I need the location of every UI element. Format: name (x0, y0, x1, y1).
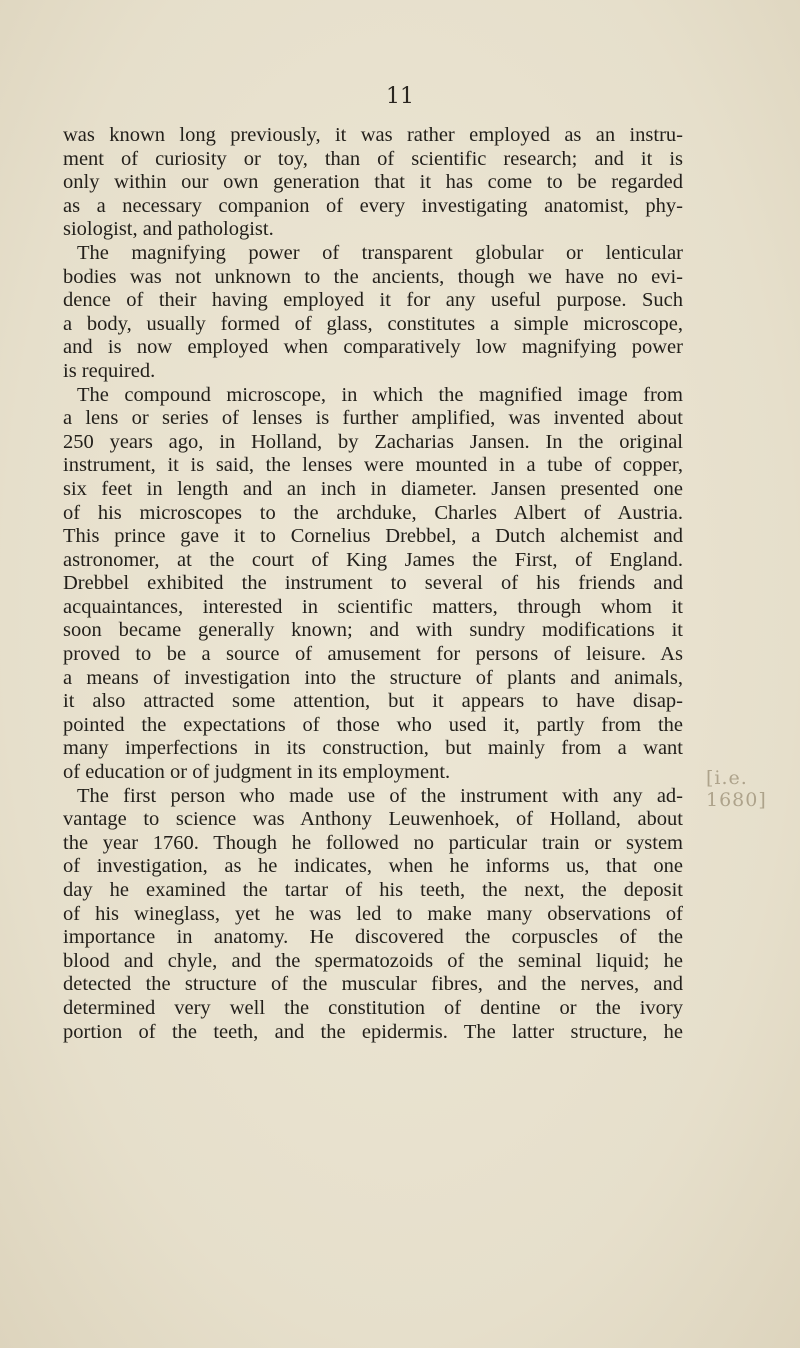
text-line: the year 1760. Though he followed no particular train or system (63, 831, 683, 854)
text-line: was known long previously, it was rather employed as an instru- (63, 124, 683, 146)
text-line: of his wineglass, yet he was led to make many observations of (63, 902, 683, 925)
text-line: of education or of judgment in its employment. (63, 761, 451, 784)
text-line: of investigation, as he indicates, when he informs us, that one (63, 855, 683, 878)
text-line: pointed the expectations of those who used it, partly from the (63, 713, 683, 736)
text-line: siologist, and pathologist. (63, 218, 274, 241)
handwritten-margin-note: [i.e. 1680] (706, 767, 767, 811)
text-line: it also attracted some attention, but it appears to have disap- (63, 690, 683, 713)
text-line: astronomer, at the court of King James the First, of England. (63, 548, 683, 571)
text-line: proved to be a source of amusement for persons of leisure. As (63, 643, 683, 666)
text-line: of his microscopes to the archduke, Charles Albert of Austria. (63, 501, 683, 524)
page-number: 11 (386, 84, 414, 109)
text-line: detected the structure of the muscular fibres, and the nerves, and (63, 973, 683, 996)
text-line: dence of their having employed it for any useful purpose. Such (63, 289, 683, 312)
paragraph-first-line: The magnifying power of transparent globular or lenticular (77, 241, 683, 264)
text-line: This prince gave it to Cornelius Drebbel, a Dutch alchemist and (63, 525, 683, 548)
text-line: is required. (63, 359, 156, 382)
text-line: instrument, it is said, the lenses were mounted in a tube of copper, (63, 454, 683, 477)
text-line: importance in anatomy. He discovered the corpuscles of the (63, 926, 683, 949)
text-line: many imperfections in its construction, but mainly from a want (63, 737, 683, 760)
text-line: only within our own generation that it has come to be regarded (63, 171, 683, 194)
text-line: Drebbel exhibited the instrument to several of his friends and (63, 572, 683, 595)
text-line: blood and chyle, and the spermatozoids of the seminal liquid; he (63, 949, 683, 972)
text-line: ment of curiosity or toy, than of scientific research; and it is (63, 147, 683, 170)
text-line: a means of investigation into the structure of plants and animals, (63, 666, 683, 689)
text-line: bodies was not unknown to the ancients, though we have no evi- (63, 265, 683, 288)
paragraph-first-line: The first person who made use of the instrument with any ad- (77, 784, 683, 807)
text-line: and is now employed when comparatively low magnifying power (63, 336, 683, 359)
text-line: determined very well the constitution of dentine or the ivory (63, 996, 683, 1019)
text-line: vantage to science was Anthony Leuwenhoek, of Holland, about (63, 808, 683, 831)
text-line: portion of the teeth, and the epidermis. The latter structure, he (63, 1020, 683, 1043)
text-line: a lens or series of lenses is further amplified, was invented about (63, 407, 683, 430)
body-text (63, 124, 683, 1044)
text-line: a body, usually formed of glass, constitutes a simple microscope, (63, 312, 683, 335)
text-line: as a necessary companion of every investigating anatomist, phy- (63, 194, 683, 217)
text-line: acquaintances, interested in scientific matters, through whom it (63, 595, 683, 618)
text-line: soon became generally known; and with sundry modifications it (63, 619, 683, 642)
text-line: 250 years ago, in Holland, by Zacharias Jansen. In the original (63, 430, 683, 453)
text-line: day he examined the tartar of his teeth, the next, the deposit (63, 879, 683, 901)
text-line: six feet in length and an inch in diameter. Jansen presented one (63, 477, 683, 500)
paragraph-first-line: The compound microscope, in which the magnified image from (77, 383, 683, 406)
